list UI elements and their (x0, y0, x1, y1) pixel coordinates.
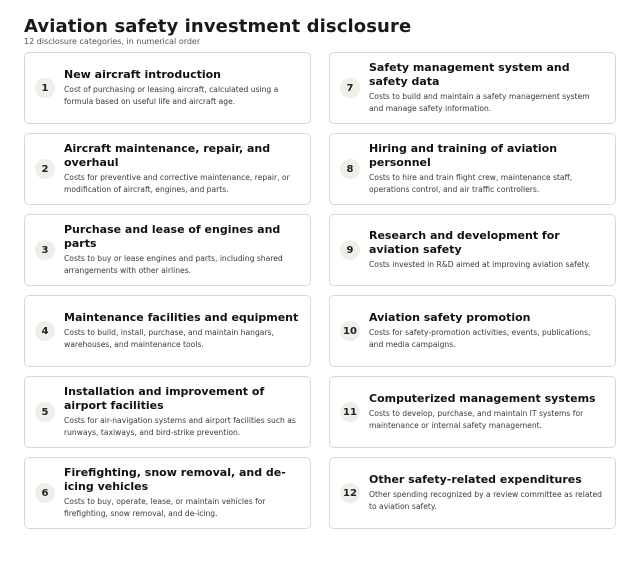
category-card (24, 376, 311, 448)
category-card (329, 214, 616, 286)
category-text (369, 473, 605, 513)
page-title: Aviation safety investment disclosure (24, 16, 412, 37)
page-subtitle: 12 disclosure categories, in numerical order (24, 37, 201, 46)
category-number-badge: 7 (340, 78, 360, 98)
category-number-badge: 12 (340, 483, 360, 503)
category-number-badge: 8 (340, 159, 360, 179)
category-title: Aircraft maintenance, repair, and overhaul (64, 142, 271, 169)
category-card (329, 376, 616, 448)
category-description: Costs invested in R&D aimed at improving aviation safety. (369, 260, 591, 269)
category-title: Research and development for aviation safety (369, 229, 560, 256)
category-description: Costs for safety-promotion activities, events, publications, and media campaigns. (369, 328, 591, 349)
category-description: Costs for preventive and corrective maintenance, repair, or modification of aircraft, engines, and parts. (64, 173, 290, 194)
category-card (329, 133, 616, 205)
category-card (329, 52, 616, 124)
category-text (64, 385, 300, 439)
category-description: Costs for air-navigation systems and airport facilities such as runways, taxiways, and bird-strike prevention. (64, 416, 296, 437)
category-card (329, 295, 616, 367)
category-card (24, 295, 311, 367)
category-text (64, 466, 300, 520)
category-number-badge: 4 (35, 321, 55, 341)
category-title: Aviation safety promotion (369, 311, 531, 324)
category-description: Costs to buy, operate, lease, or maintain vehicles for firefighting, snow removal, and de-icing. (64, 497, 266, 518)
category-title: Safety management system and safety data (369, 61, 570, 88)
category-title: Purchase and lease of engines and parts (64, 223, 281, 250)
category-title: Hiring and training of aviation personnel (369, 142, 558, 169)
category-description: Costs to develop, purchase, and maintain IT systems for maintenance or internal safety management. (369, 409, 584, 430)
category-description: Costs to build and maintain a safety management system and manage safety information. (369, 92, 590, 113)
category-text (369, 61, 605, 115)
category-title: Firefighting, snow removal, and de-icing vehicles (64, 466, 286, 493)
category-description: Costs to hire and train flight crew, maintenance staff, operations control, and air traffic controllers. (369, 173, 573, 194)
category-number-badge: 1 (35, 78, 55, 98)
category-card (24, 52, 311, 124)
category-text (64, 223, 300, 277)
category-card (329, 457, 616, 529)
category-text (64, 311, 300, 351)
category-text (64, 68, 300, 108)
category-number-badge: 11 (340, 402, 360, 422)
category-description: Cost of purchasing or leasing aircraft, calculated using a formula based on useful life and aircraft age. (64, 85, 279, 106)
category-number-badge: 5 (35, 402, 55, 422)
category-title: New aircraft introduction (64, 68, 222, 81)
category-number-badge: 10 (340, 321, 360, 341)
category-description: Other spending recognized by a review committee as related to aviation safety. (369, 490, 602, 511)
category-description: Costs to build, install, purchase, and maintain hangars, warehouses, and maintenance tools. (64, 328, 274, 349)
category-text (369, 311, 605, 351)
category-card (24, 457, 311, 529)
category-text (369, 392, 605, 432)
category-title: Computerized management systems (369, 392, 596, 405)
category-number-badge: 2 (35, 159, 55, 179)
category-grid (24, 52, 616, 529)
category-title: Other safety-related expenditures (369, 473, 582, 486)
category-card (24, 133, 311, 205)
category-title: Installation and improvement of airport facilities (64, 385, 265, 412)
category-text (369, 142, 605, 196)
category-text (369, 229, 605, 271)
category-card (24, 214, 311, 286)
category-number-badge: 9 (340, 240, 360, 260)
category-title: Maintenance facilities and equipment (64, 311, 299, 324)
category-number-badge: 3 (35, 240, 55, 260)
category-description: Costs to buy or lease engines and parts, including shared arrangements with other airlines. (64, 254, 283, 275)
category-text (64, 142, 300, 196)
category-number-badge: 6 (35, 483, 55, 503)
